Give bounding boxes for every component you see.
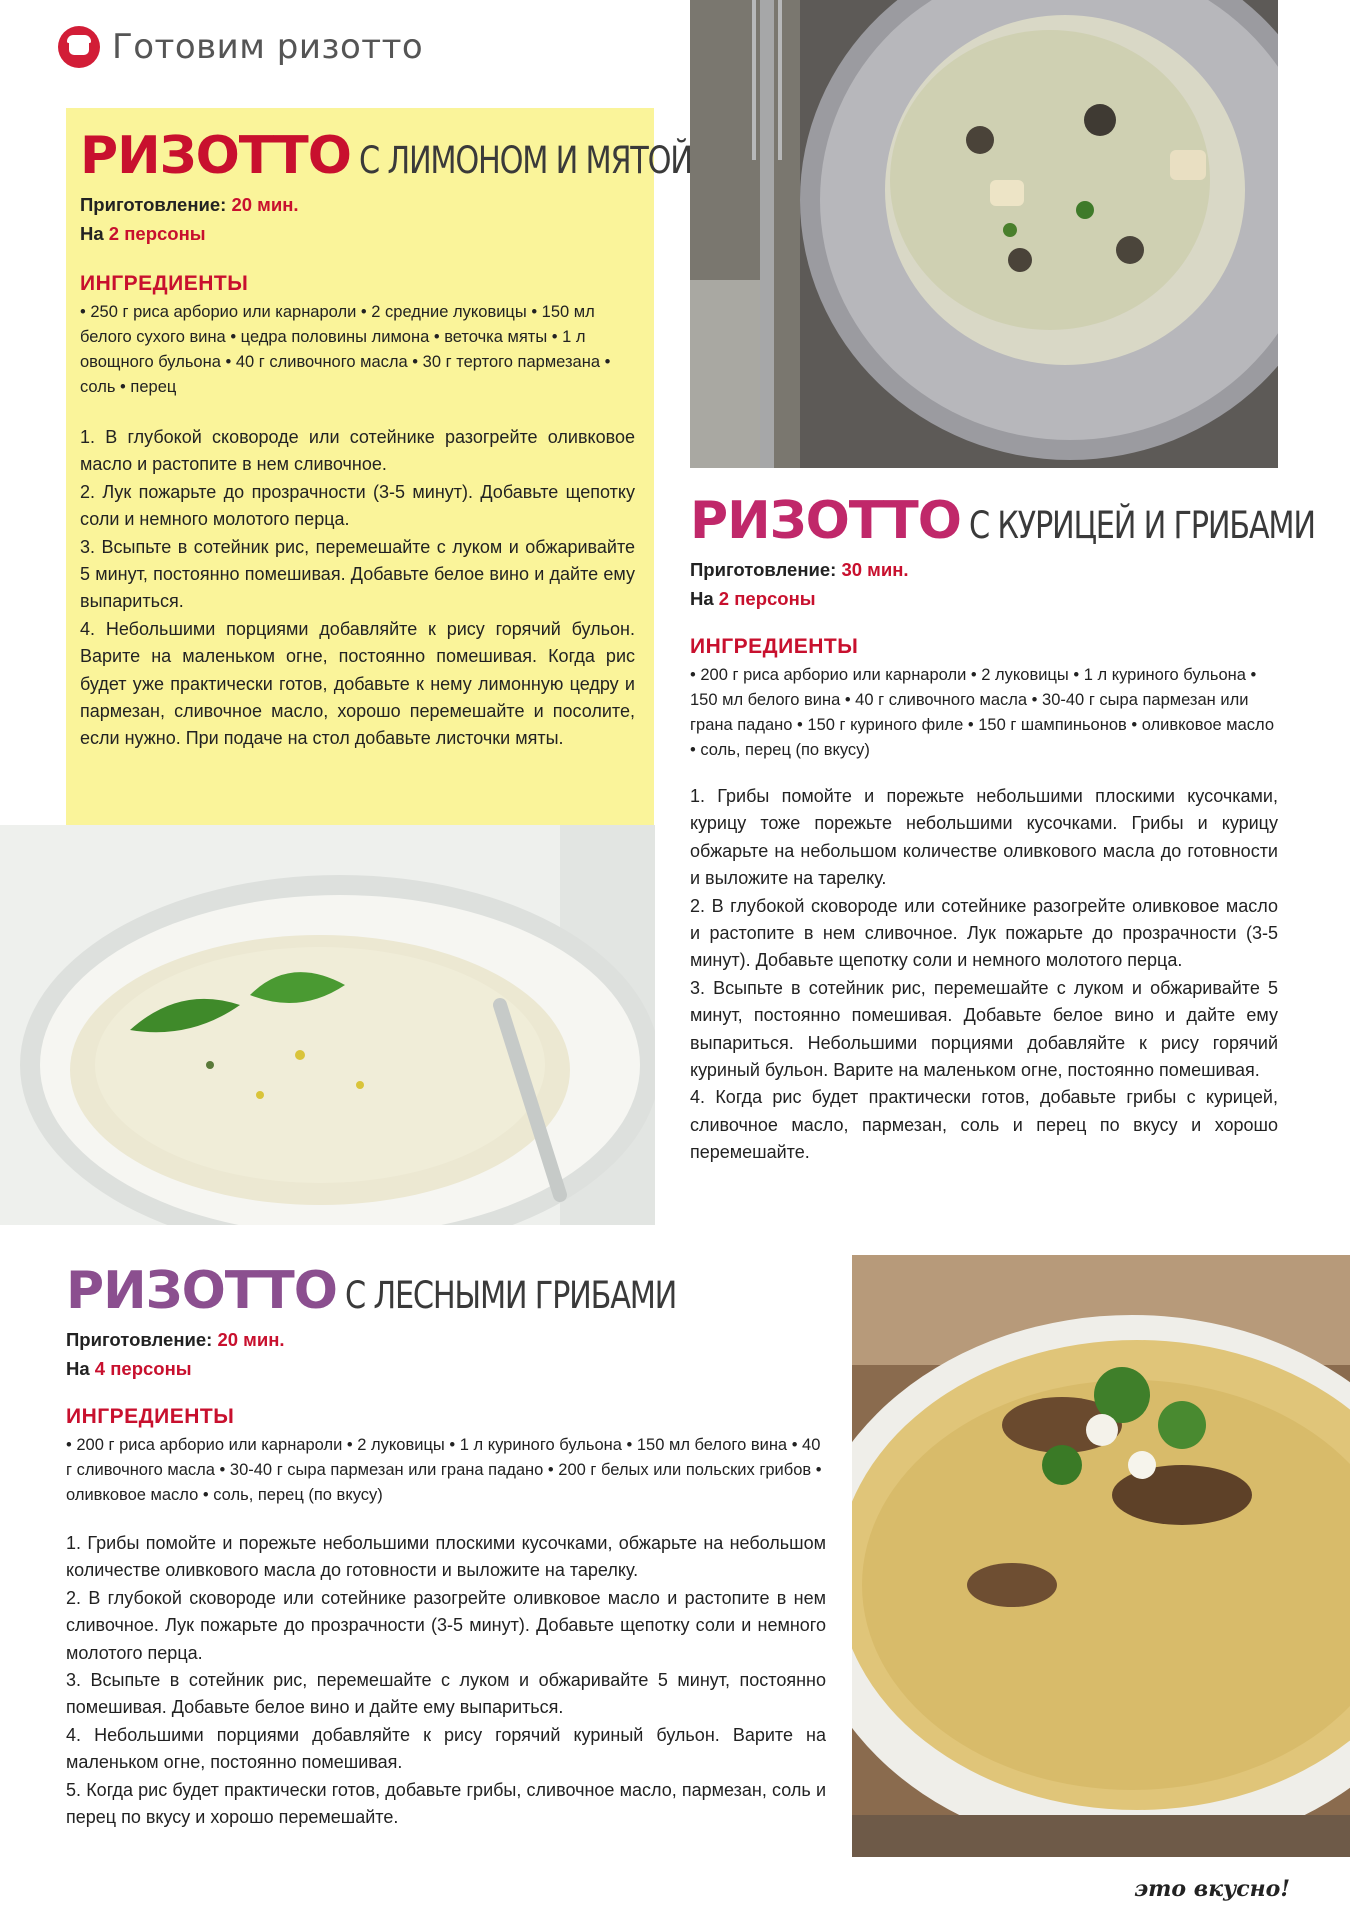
recipe-title-main: РИЗОТТО [80, 126, 351, 186]
step: 3. Всыпьте в сотейник рис, перемешайте с луком и обжаривайте 5 минут, постоянно помешивая. Добавьте белое вино и дайте ему выпариться. [80, 536, 635, 612]
recipe-lemon-mint [80, 126, 692, 753]
recipe-title-main: РИЗОТТО [690, 491, 961, 551]
recipe-title-sub: С ЛЕСНЫМИ ГРИБАМИ [344, 1274, 677, 1317]
recipe-title-sub: С ЛИМОНОМ И МЯТОЙ [358, 139, 692, 182]
step: 2. В глубокой сковороде или сотейнике разогрейте оливковое масло и растопите в нем сливочное. Лук пожарьте до прозрачности (3-5 минут). Добавьте щепотку соли и немного молотого перца. [66, 1587, 826, 1663]
recipe-title [690, 491, 1315, 551]
photo-chicken-risotto [690, 0, 1278, 468]
step: 4. Небольшими порциями добавляйте к рису горячий бульон. Варите на маленьком огне, постоянно помешивая. Когда рис будет уже практически готов, добавьте к нему лимонную цедру и пармезан, сливочное масло, хорошо перемешайте и посолите, если нужно. При подаче на стол добавьте листочки мяты. [80, 618, 635, 749]
servings: На 4 персоны [66, 1358, 192, 1379]
ingredients-heading: ИНГРЕДИЕНТЫ [66, 1405, 235, 1428]
footer-brand: это вкусно! [1133, 1876, 1290, 1902]
step: 3. Всыпьте в сотейник рис, перемешайте с луком и обжаривайте 5 минут, постоянно помешивая. Добавьте белое вино и дайте ему выпариться. [66, 1670, 826, 1718]
step: 1. Грибы помойте и порежьте небольшими плоскими кусочками, обжарьте на небольшом количестве оливкового масла до готовности и выложите на тарелку. [66, 1533, 826, 1581]
ingredients-list: • 200 г риса арборио или карнароли • 2 луковицы • 1 л куриного бульона • 150 мл белого вина • 40 г сливочного масла • 30-40 г сыра пармезан или грана падано • 150 г куриного филе • 150 г шампиньонов • оливковое масло • соль, перец (по вкусу) [690, 666, 1275, 759]
step: 2. В глубокой сковороде или сотейнике разогрейте оливковое масло и растопите в нем сливочное. Лук пожарьте до прозрачности (3-5 минут). Добавьте щепотку соли и немного молотого перца. [690, 895, 1278, 971]
step: 5. Когда рис будет практически готов, добавьте грибы, сливочное масло, пармезан, соль и перец по вкусу и хорошо перемешайте. [66, 1779, 826, 1828]
steps [80, 424, 635, 753]
photo-lemon-risotto [0, 825, 655, 1225]
section-header [58, 22, 423, 72]
step: 2. Лук пожарьте до прозрачности (3-5 минут). Добавьте щепотку соли и немного молотого перца. [80, 481, 635, 530]
section-title: Готовим ризотто [112, 27, 424, 67]
cupcake-icon [58, 26, 100, 68]
ingredients-list: • 250 г риса арборио или карнароли • 2 средние луковицы • 150 мл белого сухого вина • цедра половины лимона • веточка мяты • 1 л овощного бульона • 40 г сливочного масла • 30 г тертого пармезана • соль • перец [80, 303, 611, 396]
servings: На 2 персоны [80, 223, 206, 244]
step: 4. Когда рис будет практически готов, добавьте грибы с курицей, сливочное масло, пармезан, соль и перец по вкусу и хорошо перемешайте. [690, 1087, 1278, 1163]
ingredients-list: • 200 г риса арборио или карнароли • 2 луковицы • 1 л куриного бульона • 150 мл белого вина • 40 г сливочного масла • 30-40 г сыра пармезан или грана падано • 200 г белых или польских грибов • оливковое масло • соль, перец (по вкусу) [66, 1436, 822, 1504]
recipe-title [80, 126, 692, 186]
step: 3. Всыпьте в сотейник рис, перемешайте с луком и обжаривайте 5 минут, постоянно помешивая. Добавьте белое вино и дайте ему выпариться. Небольшими порциями добавляйте к рису горячий куриный бульон. Варите на маленьком огне, постоянно помешивая. [690, 977, 1278, 1081]
step: 4. Небольшими порциями добавляйте к рису горячий куриный бульон. Варите на маленьком огне, постоянно помешивая. [66, 1724, 826, 1773]
recipe-title-main: РИЗОТТО [66, 1261, 337, 1321]
recipe-title [66, 1261, 826, 1321]
ingredients-heading: ИНГРЕДИЕНТЫ [690, 635, 859, 658]
step: 1. Грибы помойте и порежьте небольшими плоскими кусочками, курицу тоже порежьте небольшими кусочками. Грибы и курицу обжарьте на небольшом количестве оливкового масла до готовности и выложите на тарелку. [690, 786, 1278, 889]
steps [66, 1530, 826, 1831]
photo-mushroom-risotto [852, 1255, 1350, 1857]
step: 1. В глубокой сковороде или сотейнике разогрейте оливковое масло и растопите в нем сливочное. [80, 427, 635, 475]
recipe-wild-mushroom [66, 1261, 826, 1831]
ingredients-heading: ИНГРЕДИЕНТЫ [80, 272, 249, 295]
steps [690, 783, 1278, 1167]
prep-time: Приготовление: 20 мин. [80, 194, 299, 215]
recipe-title-sub: С КУРИЦЕЙ И ГРИБАМИ [968, 504, 1315, 547]
prep-time: Приготовление: 30 мин. [690, 559, 909, 580]
prep-time: Приготовление: 20 мин. [66, 1329, 285, 1350]
recipe-chicken-mushroom [690, 491, 1315, 1167]
servings: На 2 персоны [690, 588, 816, 609]
